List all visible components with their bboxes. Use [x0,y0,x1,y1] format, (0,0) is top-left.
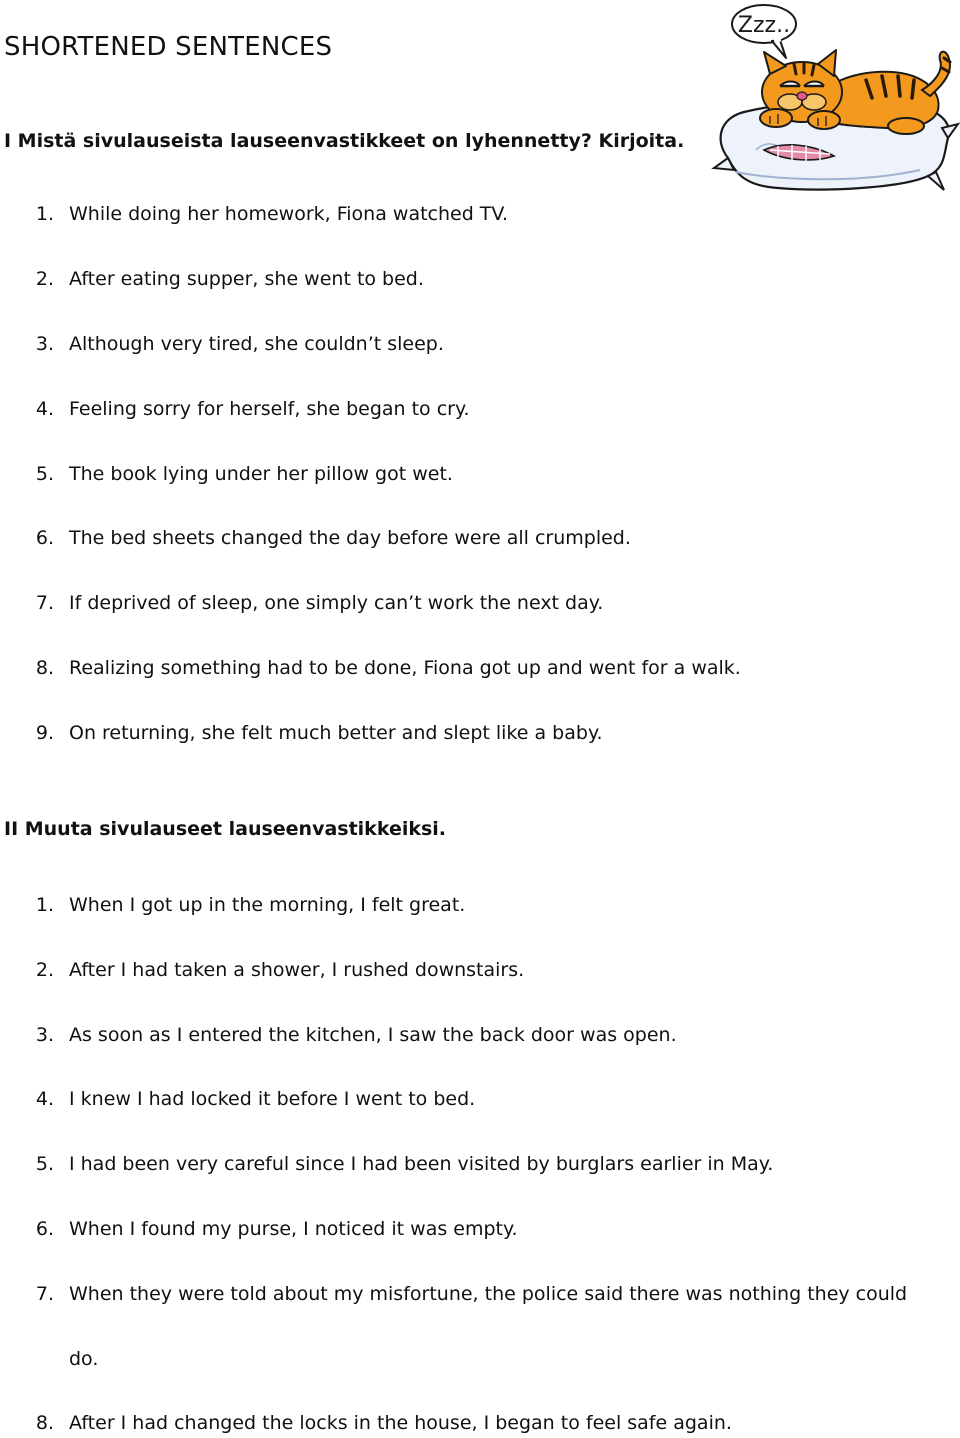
item-text: After I had changed the locks in the house, I began to feel safe again. [69,1412,732,1434]
item-number: 1. [35,894,54,916]
bubble-text: Zzz.. [737,13,791,38]
item-text: Feeling sorry for herself, she began to cry. [69,398,470,420]
page-title: SHORTENED SENTENCES [4,32,333,62]
item-number: 2. [35,268,54,290]
section-1-heading: I Mistä sivulauseista lauseenvastikkeet on lyhennetty? Kirjoita. [4,130,685,152]
item-text: The book lying under her pillow got wet. [69,463,453,485]
item-number: 8. [35,1412,54,1434]
speech-bubble [732,5,796,58]
item-number: 9. [35,722,54,744]
cat [760,50,950,134]
item-number: 3. [35,333,54,355]
item-text: When I found my purse, I noticed it was empty. [69,1218,518,1240]
item-number: 7. [35,1283,54,1305]
item-text: Realizing something had to be done, Fiona got up and went for a walk. [69,657,741,679]
item-number: 8. [35,657,54,679]
sleeping-cat-on-pillow-icon [706,0,960,204]
section-2-heading: II Muuta sivulauseet lauseenvastikkeiksi. [4,818,447,840]
item-number: 6. [35,1218,54,1240]
item-text: After I had taken a shower, I rushed downstairs. [69,959,525,981]
item-text-continuation: do. [69,1348,99,1370]
item-number: 4. [35,398,54,420]
item-text: After eating supper, she went to bed. [69,268,424,290]
item-number: 2. [35,959,54,981]
item-text: I knew I had locked it before I went to bed. [69,1088,476,1110]
item-text: When I got up in the morning, I felt great. [69,894,466,916]
item-text: On returning, she felt much better and slept like a baby. [69,722,603,744]
item-number: 3. [35,1024,54,1046]
item-number: 6. [35,527,54,549]
item-number: 5. [35,1153,54,1175]
item-text: The bed sheets changed the day before were all crumpled. [69,527,631,549]
item-number: 4. [35,1088,54,1110]
item-text: Although very tired, she couldn’t sleep. [69,333,444,355]
item-number: 5. [35,463,54,485]
item-text: If deprived of sleep, one simply can’t work the next day. [69,592,604,614]
item-number: 7. [35,592,54,614]
item-text: I had been very careful since I had been visited by burglars earlier in May. [69,1153,774,1175]
item-text: When they were told about my misfortune, the police said there was nothing they could [69,1283,908,1305]
item-number: 1. [35,203,54,225]
item-text: As soon as I entered the kitchen, I saw the back door was open. [69,1024,677,1046]
item-text: While doing her homework, Fiona watched TV. [69,203,509,225]
